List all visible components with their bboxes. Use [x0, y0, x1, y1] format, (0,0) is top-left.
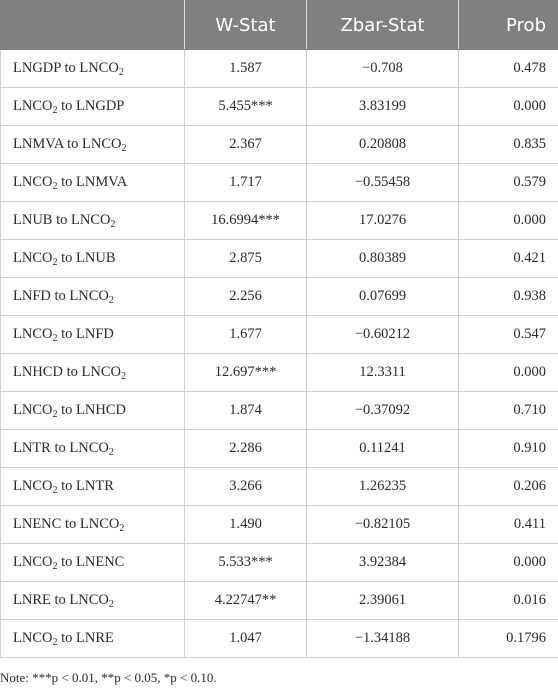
- variable-to: LNCO: [79, 60, 119, 76]
- prob-cell: 0.579: [459, 164, 558, 202]
- connector-text: to: [57, 98, 77, 114]
- causality-label: [1, 164, 185, 202]
- variable-to: LNCO: [82, 136, 122, 152]
- variable-to: LNENC: [76, 554, 125, 570]
- variable-from: LNCO: [13, 250, 53, 266]
- subscript: 2: [52, 409, 58, 420]
- prob-cell: 0.910: [459, 430, 558, 468]
- variable-to: LNCO: [79, 516, 120, 532]
- subscript: 2: [108, 295, 114, 306]
- variable-from: LNRE: [13, 592, 51, 608]
- causality-label: [1, 506, 185, 544]
- table-row: [1, 278, 558, 316]
- table-row: [1, 240, 558, 278]
- prob-cell: 0.000: [459, 88, 558, 126]
- w-stat-cell: 16.6994***: [185, 202, 307, 240]
- zbar-stat-cell: 0.11241: [307, 430, 459, 468]
- table-row: [1, 468, 558, 506]
- zbar-stat-cell: 12.3311: [307, 354, 459, 392]
- table-row: [1, 316, 558, 354]
- connector-text: to: [57, 554, 77, 570]
- variable-from: LNFD: [13, 288, 51, 304]
- variable-from: LNMVA: [13, 136, 64, 152]
- zbar-stat-cell: 0.80389: [307, 240, 459, 278]
- causality-label: [1, 278, 185, 316]
- variable-to: LNCO: [81, 364, 121, 380]
- connector-text: to: [57, 174, 77, 190]
- causality-label: [1, 240, 185, 278]
- zbar-stat-cell: 0.07699: [307, 278, 459, 316]
- causality-label: [1, 392, 185, 430]
- causality-label: [1, 88, 185, 126]
- prob-cell: 0.478: [459, 50, 558, 88]
- subscript: 2: [121, 143, 127, 154]
- causality-label: [1, 468, 185, 506]
- causality-label: [1, 50, 185, 88]
- table-row: [1, 430, 558, 468]
- subscript: 2: [52, 561, 58, 572]
- prob-cell: 0.547: [459, 316, 558, 354]
- table-note: Note: ***p < 0.01, **p < 0.05, *p < 0.10.: [0, 670, 217, 685]
- causality-label: [1, 620, 185, 658]
- causality-label: [1, 544, 185, 582]
- subscript: 2: [108, 447, 114, 458]
- causality-label: [1, 430, 185, 468]
- subscript: 2: [52, 105, 58, 116]
- subscript: 2: [110, 219, 116, 230]
- prob-cell: 0.421: [459, 240, 558, 278]
- w-stat-cell: 1.717: [185, 164, 307, 202]
- variable-to: LNCO: [69, 288, 109, 304]
- table-row: [1, 392, 558, 430]
- subscript: 2: [52, 485, 58, 496]
- variable-to: LNHCD: [76, 402, 126, 418]
- zbar-stat-cell: 17.0276: [307, 202, 459, 240]
- zbar-stat-cell: 3.83199: [307, 88, 459, 126]
- variable-from: LNCO: [13, 174, 53, 190]
- connector-text: to: [50, 288, 70, 304]
- w-stat-cell: 5.455***: [185, 88, 307, 126]
- causality-label: [1, 354, 185, 392]
- zbar-stat-cell: 2.39061: [307, 582, 459, 620]
- header-empty: [1, 1, 185, 50]
- header-zbar-stat: Zbar-Stat: [307, 1, 459, 50]
- subscript: 2: [52, 181, 58, 192]
- zbar-stat-cell: 0.20808: [307, 126, 459, 164]
- w-stat-cell: 2.256: [185, 278, 307, 316]
- w-stat-cell: 5.533***: [185, 544, 307, 582]
- table-row: [1, 88, 558, 126]
- zbar-stat-cell: −1.34188: [307, 620, 459, 658]
- connector-text: to: [62, 364, 82, 380]
- variable-to: LNFD: [76, 326, 114, 342]
- connector-text: to: [57, 250, 77, 266]
- connector-text: to: [60, 60, 80, 76]
- prob-cell: 0.1796: [459, 620, 558, 658]
- variable-from: LNHCD: [13, 364, 63, 380]
- prob-cell: 0.710: [459, 392, 558, 430]
- subscript: 2: [52, 333, 58, 344]
- variable-from: LNCO: [13, 326, 53, 342]
- w-stat-cell: 2.875: [185, 240, 307, 278]
- prob-cell: 0.835: [459, 126, 558, 164]
- header-row: [1, 1, 558, 50]
- subscript: 2: [52, 637, 58, 648]
- variable-from: LNTR: [13, 440, 51, 456]
- w-stat-cell: 2.286: [185, 430, 307, 468]
- w-stat-cell: 1.047: [185, 620, 307, 658]
- variable-from: LNUB: [13, 212, 53, 228]
- variable-to: LNRE: [76, 630, 114, 646]
- subscript: 2: [118, 67, 124, 78]
- table-row: [1, 164, 558, 202]
- causality-label: [1, 582, 185, 620]
- causality-label: [1, 126, 185, 164]
- variable-to: LNUB: [76, 250, 116, 266]
- variable-to: LNMVA: [76, 174, 128, 190]
- variable-from: LNCO: [13, 402, 53, 418]
- zbar-stat-cell: −0.82105: [307, 506, 459, 544]
- connector-text: to: [50, 592, 70, 608]
- connector-text: to: [50, 440, 70, 456]
- variable-from: LNGDP: [13, 60, 61, 76]
- zbar-stat-cell: −0.55458: [307, 164, 459, 202]
- variable-from: LNCO: [13, 554, 53, 570]
- prob-cell: 0.411: [459, 506, 558, 544]
- connector-text: to: [61, 516, 80, 532]
- table-row: [1, 582, 558, 620]
- zbar-stat-cell: −0.37092: [307, 392, 459, 430]
- header-w-stat: W-Stat: [185, 1, 307, 50]
- table-row: [1, 506, 558, 544]
- subscript: 2: [108, 599, 114, 610]
- w-stat-cell: 1.874: [185, 392, 307, 430]
- causality-label: [1, 316, 185, 354]
- variable-to: LNGDP: [76, 98, 125, 114]
- w-stat-cell: 1.490: [185, 506, 307, 544]
- table-row: [1, 354, 558, 392]
- table-body: [1, 50, 558, 658]
- variable-to: LNCO: [71, 212, 111, 228]
- connector-text: to: [57, 630, 77, 646]
- subscript: 2: [52, 257, 58, 268]
- table-row: [1, 620, 558, 658]
- prob-cell: 0.000: [459, 202, 558, 240]
- subscript: 2: [119, 523, 125, 534]
- table-row: [1, 50, 558, 88]
- prob-cell: 0.000: [459, 354, 558, 392]
- prob-cell: 0.000: [459, 544, 558, 582]
- zbar-stat-cell: 1.26235: [307, 468, 459, 506]
- prob-cell: 0.938: [459, 278, 558, 316]
- w-stat-cell: 1.677: [185, 316, 307, 354]
- table-row: [1, 202, 558, 240]
- w-stat-cell: 3.266: [185, 468, 307, 506]
- subscript: 2: [120, 371, 126, 382]
- w-stat-cell: 2.367: [185, 126, 307, 164]
- connector-text: to: [57, 402, 77, 418]
- variable-from: LNCO: [13, 98, 53, 114]
- zbar-stat-cell: 3.92384: [307, 544, 459, 582]
- header-prob: Prob: [459, 1, 558, 50]
- table-row: [1, 126, 558, 164]
- variable-to: LNCO: [69, 592, 109, 608]
- variable-from: LNCO: [13, 630, 53, 646]
- connector-text: to: [57, 326, 77, 342]
- variable-to: LNTR: [76, 478, 114, 494]
- causality-label: [1, 202, 185, 240]
- connector-text: to: [57, 478, 77, 494]
- table-row: [1, 544, 558, 582]
- prob-cell: 0.206: [459, 468, 558, 506]
- zbar-stat-cell: −0.60212: [307, 316, 459, 354]
- w-stat-cell: 1.587: [185, 50, 307, 88]
- variable-to: LNCO: [69, 440, 109, 456]
- prob-cell: 0.016: [459, 582, 558, 620]
- variable-from: LNENC: [13, 516, 62, 532]
- connector-text: to: [52, 212, 72, 228]
- w-stat-cell: 12.697***: [185, 354, 307, 392]
- zbar-stat-cell: −0.708: [307, 50, 459, 88]
- variable-from: LNCO: [13, 478, 53, 494]
- connector-text: to: [63, 136, 83, 152]
- w-stat-cell: 4.22747**: [185, 582, 307, 620]
